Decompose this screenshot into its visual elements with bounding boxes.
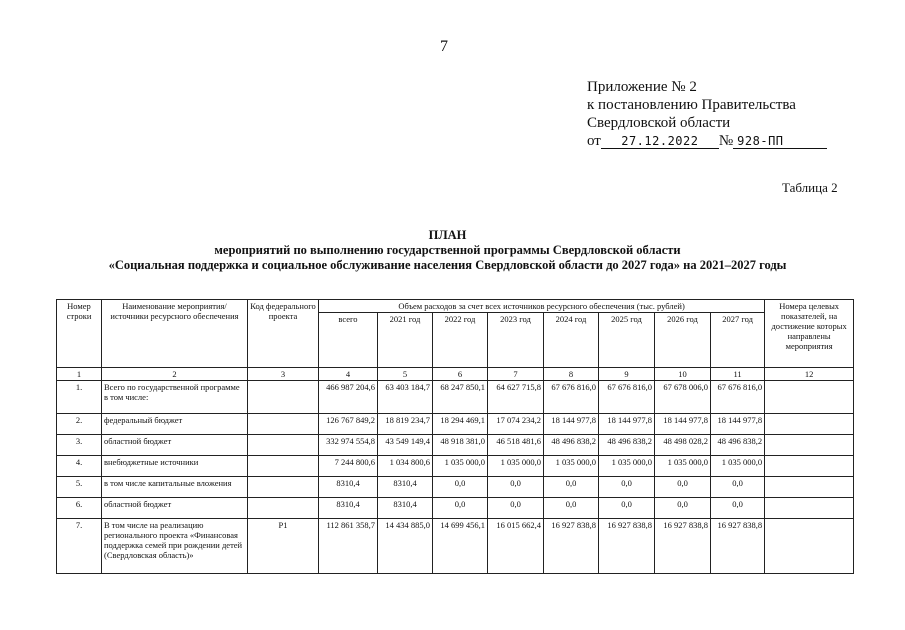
row-value-cell: 64 627 715,8 xyxy=(488,381,544,414)
row-value-cell: 18 144 977,8 xyxy=(599,414,655,435)
row-value-cell: 16 927 838,8 xyxy=(655,519,711,574)
column-number-row xyxy=(57,368,854,381)
row-code-cell xyxy=(248,456,319,477)
table-label: Таблица 2 xyxy=(782,180,838,195)
row-value-cell: 0,0 xyxy=(711,498,765,519)
row-number-cell: 6. xyxy=(57,498,102,519)
number-prefix: № xyxy=(718,133,734,149)
row-value-cell: 0,0 xyxy=(433,477,488,498)
column-number: 10 xyxy=(655,368,711,381)
column-number: 4 xyxy=(319,368,378,381)
row-value-cell: 48 498 028,2 xyxy=(655,435,711,456)
appendix-date-line xyxy=(587,132,827,150)
row-indicators-cell xyxy=(765,498,854,519)
row-code-cell xyxy=(248,435,319,456)
page-number: 7 xyxy=(440,38,448,55)
table-row xyxy=(57,414,854,435)
plan-table xyxy=(56,299,854,574)
row-value-cell: 1 035 000,0 xyxy=(711,456,765,477)
column-number: 6 xyxy=(433,368,488,381)
row-value-cell: 8310,4 xyxy=(378,477,433,498)
column-number: 7 xyxy=(488,368,544,381)
row-number-cell: 3. xyxy=(57,435,102,456)
header-year: 2023 год xyxy=(488,313,544,368)
row-name-cell: Всего по государственной программе в том числе: xyxy=(102,381,248,414)
plan-program-name: «Социальная поддержка и социальное обслуживание населения Свердловской области до 2027 года» на 2021–2027 годы xyxy=(108,258,787,272)
header-year: 2027 год xyxy=(711,313,765,368)
row-indicators-cell xyxy=(765,519,854,574)
row-name-cell: федеральный бюджет xyxy=(102,414,248,435)
decree-number: 928-ПП xyxy=(733,134,827,149)
row-indicators-cell xyxy=(765,414,854,435)
row-number-cell: 5. xyxy=(57,477,102,498)
row-value-cell: 0,0 xyxy=(599,498,655,519)
table-row xyxy=(57,498,854,519)
header-year: 2025 год xyxy=(599,313,655,368)
column-number: 3 xyxy=(248,368,319,381)
row-code-cell xyxy=(248,498,319,519)
column-number: 9 xyxy=(599,368,655,381)
row-value-cell: 14 434 885,0 xyxy=(378,519,433,574)
row-value-cell: 43 549 149,4 xyxy=(378,435,433,456)
decree-date: 27.12.2022 xyxy=(601,134,719,149)
appendix-region: Свердловской области xyxy=(587,115,731,131)
row-number-cell: 4. xyxy=(57,456,102,477)
row-value-cell: 16 927 838,8 xyxy=(599,519,655,574)
row-value-cell: 16 927 838,8 xyxy=(544,519,599,574)
row-indicators-cell xyxy=(765,477,854,498)
row-value-cell: 126 767 849,2 xyxy=(319,414,378,435)
row-code-cell: Р1 xyxy=(248,519,319,574)
row-value-cell: 1 035 000,0 xyxy=(599,456,655,477)
appendix-decree: к постановлению Правительства xyxy=(587,97,796,113)
row-indicators-cell xyxy=(765,435,854,456)
row-value-cell: 16 015 662,4 xyxy=(488,519,544,574)
row-name-cell: В том числе на реализацию регионального проекта «Финансовая поддержка семей при рождении детей (Свердловская область)» xyxy=(102,519,248,574)
header-total: всего xyxy=(319,313,378,368)
row-code-cell xyxy=(248,477,319,498)
appendix-title: Приложение № 2 xyxy=(587,79,697,95)
row-value-cell: 18 144 977,8 xyxy=(711,414,765,435)
row-value-cell: 8310,4 xyxy=(319,498,378,519)
row-number-cell: 2. xyxy=(57,414,102,435)
row-value-cell: 8310,4 xyxy=(319,477,378,498)
date-prefix: от xyxy=(587,133,601,149)
column-number: 1 xyxy=(57,368,102,381)
column-number: 2 xyxy=(102,368,248,381)
table-row xyxy=(57,435,854,456)
row-number-cell: 1. xyxy=(57,381,102,414)
table-row xyxy=(57,477,854,498)
row-value-cell: 67 676 816,0 xyxy=(544,381,599,414)
row-value-cell: 8310,4 xyxy=(378,498,433,519)
row-value-cell: 48 496 838,2 xyxy=(544,435,599,456)
plan-title: ПЛАН xyxy=(428,228,467,242)
row-value-cell: 1 035 000,0 xyxy=(488,456,544,477)
appendix-block xyxy=(587,78,827,150)
row-value-cell: 48 496 838,2 xyxy=(711,435,765,456)
header-row-number: Номер строки xyxy=(57,300,102,368)
row-value-cell: 67 678 006,0 xyxy=(655,381,711,414)
row-value-cell: 7 244 800,6 xyxy=(319,456,378,477)
table-row xyxy=(57,456,854,477)
row-value-cell: 332 974 554,8 xyxy=(319,435,378,456)
row-value-cell: 466 987 204,6 xyxy=(319,381,378,414)
row-value-cell: 0,0 xyxy=(599,477,655,498)
row-value-cell: 18 144 977,8 xyxy=(544,414,599,435)
row-name-cell: внебюджетные источники xyxy=(102,456,248,477)
column-number: 8 xyxy=(544,368,599,381)
header-name: Наименование мероприятия/ источники ресурсного обеспечения xyxy=(102,300,248,368)
row-value-cell: 0,0 xyxy=(655,498,711,519)
header-code: Код федерального проекта xyxy=(248,300,319,368)
row-value-cell: 18 294 469,1 xyxy=(433,414,488,435)
header-indicators: Номера целевых показателей, на достижение которых направлены мероприятия xyxy=(765,300,854,368)
row-value-cell: 48 918 381,0 xyxy=(433,435,488,456)
row-value-cell: 0,0 xyxy=(544,498,599,519)
row-value-cell: 0,0 xyxy=(488,498,544,519)
row-value-cell: 17 074 234,2 xyxy=(488,414,544,435)
row-value-cell: 67 676 816,0 xyxy=(599,381,655,414)
row-code-cell xyxy=(248,381,319,414)
header-year: 2026 год xyxy=(655,313,711,368)
row-indicators-cell xyxy=(765,456,854,477)
row-name-cell: в том числе капитальные вложения xyxy=(102,477,248,498)
row-value-cell: 68 247 850,1 xyxy=(433,381,488,414)
header-row-1 xyxy=(57,300,854,313)
row-value-cell: 1 035 000,0 xyxy=(544,456,599,477)
row-value-cell: 1 035 000,0 xyxy=(433,456,488,477)
row-value-cell: 0,0 xyxy=(711,477,765,498)
row-value-cell: 14 699 456,1 xyxy=(433,519,488,574)
column-number: 12 xyxy=(765,368,854,381)
row-value-cell: 0,0 xyxy=(655,477,711,498)
row-value-cell: 16 927 838,8 xyxy=(711,519,765,574)
row-value-cell: 18 144 977,8 xyxy=(655,414,711,435)
header-year: 2021 год xyxy=(378,313,433,368)
row-code-cell xyxy=(248,414,319,435)
header-volume: Объем расходов за счет всех источников ресурсного обеспечения (тыс. рублей) xyxy=(319,300,765,313)
row-value-cell: 46 518 481,6 xyxy=(488,435,544,456)
row-value-cell: 0,0 xyxy=(433,498,488,519)
row-value-cell: 1 035 000,0 xyxy=(655,456,711,477)
row-value-cell: 0,0 xyxy=(544,477,599,498)
row-value-cell: 112 861 358,7 xyxy=(319,519,378,574)
row-value-cell: 63 403 184,7 xyxy=(378,381,433,414)
plan-subtitle: мероприятий по выполнению государственной программы Свердловской области xyxy=(214,243,681,257)
row-number-cell: 7. xyxy=(57,519,102,574)
header-year: 2024 год xyxy=(544,313,599,368)
row-name-cell: областной бюджет xyxy=(102,498,248,519)
column-number: 5 xyxy=(378,368,433,381)
table-row xyxy=(57,519,854,574)
table-row xyxy=(57,381,854,414)
row-name-cell: областной бюджет xyxy=(102,435,248,456)
header-year: 2022 год xyxy=(433,313,488,368)
row-indicators-cell xyxy=(765,381,854,414)
row-value-cell: 1 034 800,6 xyxy=(378,456,433,477)
column-number: 11 xyxy=(711,368,765,381)
row-value-cell: 0,0 xyxy=(488,477,544,498)
row-value-cell: 48 496 838,2 xyxy=(599,435,655,456)
row-value-cell: 18 819 234,7 xyxy=(378,414,433,435)
row-value-cell: 67 676 816,0 xyxy=(711,381,765,414)
